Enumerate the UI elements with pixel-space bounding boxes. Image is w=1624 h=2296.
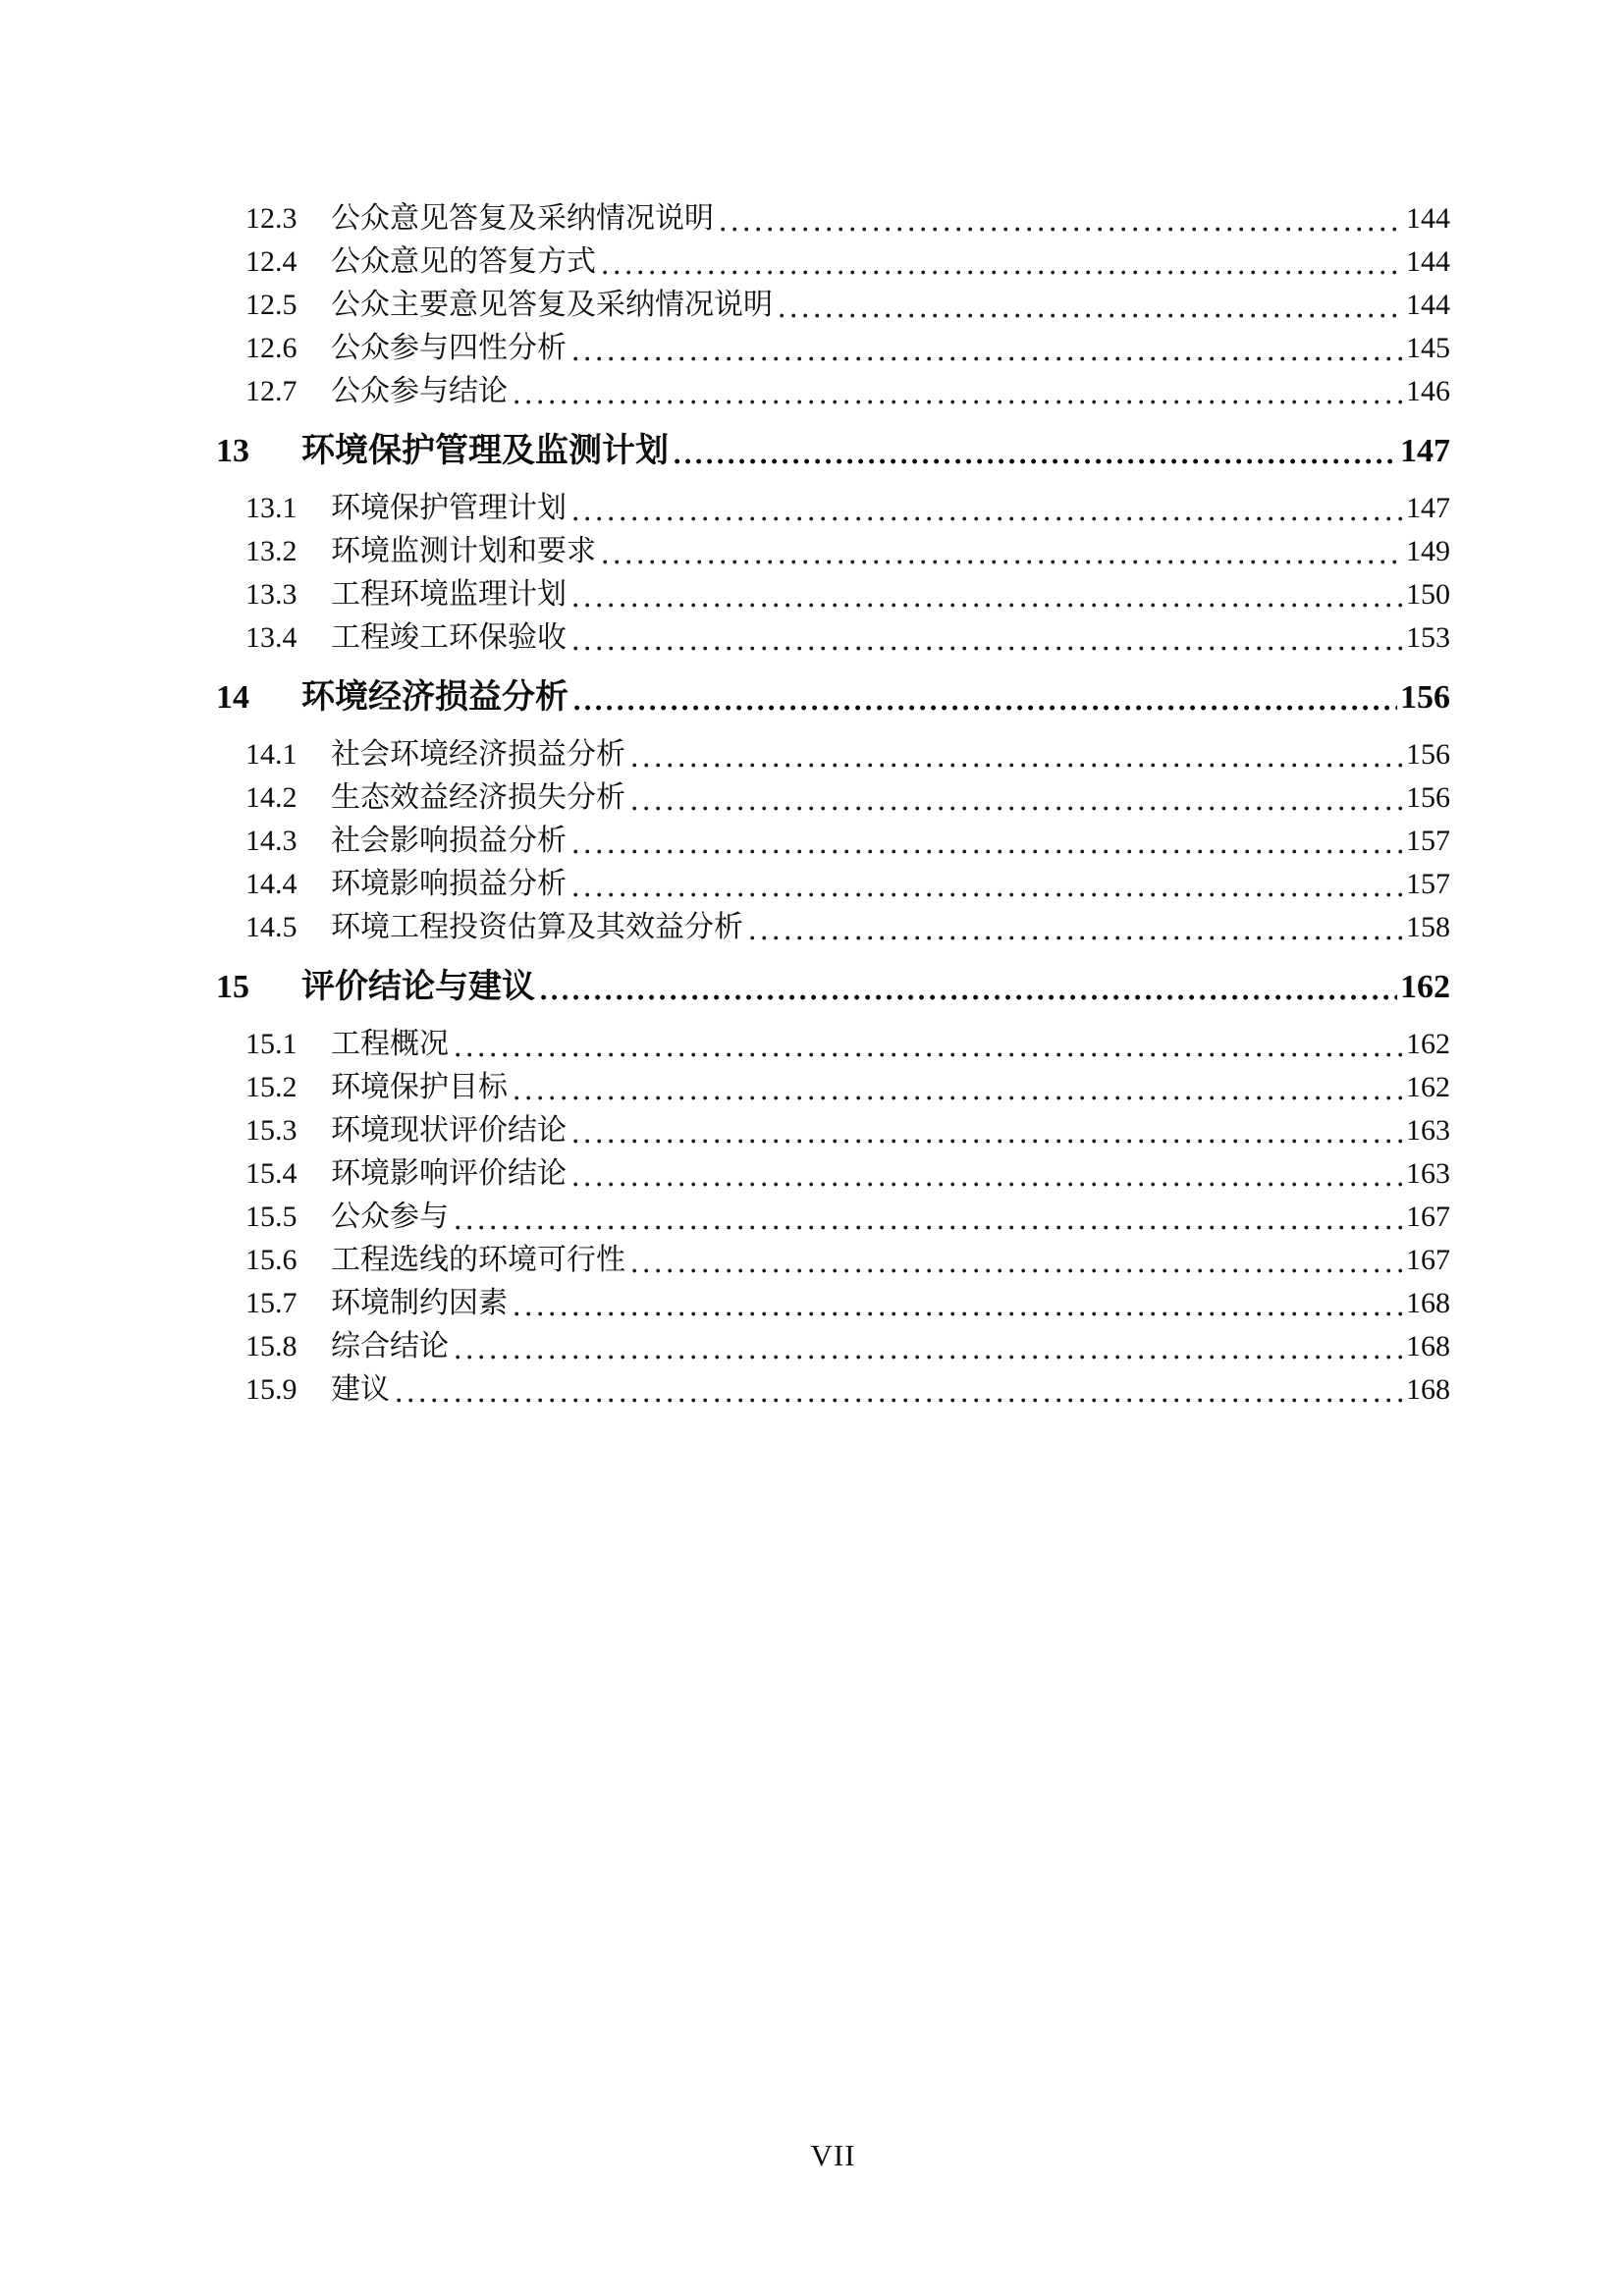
toc-entry-page: 157 [1406,868,1450,900]
toc-entry-page: 158 [1406,911,1450,943]
toc-leader-dots [567,863,1406,906]
toc-entry-number: 15.7 [245,1287,298,1319]
toc-entry-title: 社会环境经济损益分析 [331,738,625,771]
toc-entry-page: 163 [1406,1114,1450,1147]
toc-entry-number: 12.5 [245,289,298,321]
toc-entry-title: 环境保护目标 [331,1071,508,1103]
toc-entry-page: 156 [1406,781,1450,814]
toc-entry-title: 公众参与四性分析 [331,332,567,364]
toc-leader-dots [508,1066,1406,1109]
toc-entry-page: 168 [1406,1330,1450,1362]
toc-entry-number: 15.5 [245,1201,298,1233]
toc-entry-title: 环境工程投资估算及其效益分析 [331,911,743,943]
toc-entry-page: 157 [1406,825,1450,857]
toc-entry-number: 14 [216,679,249,716]
toc-chapter-row [216,430,1450,473]
toc-entry-title: 环境监测计划和要求 [331,535,596,567]
toc-entry-title: 工程环境监理计划 [331,578,567,611]
toc-entry-page: 162 [1400,969,1450,1005]
toc-entry-row [245,284,1450,327]
toc-entry-title: 建议 [331,1373,390,1406]
toc-entry-number: 14.5 [245,911,298,943]
toc-leader-dots [625,733,1406,776]
toc-entry-title: 环境制约因素 [331,1287,508,1319]
toc-entry-title: 工程选线的环境可行性 [331,1244,625,1276]
toc-entry-number: 15.3 [245,1114,298,1147]
toc-leader-dots [508,1282,1406,1325]
toc-entry-page: 147 [1400,433,1450,469]
toc-entry-title: 环境影响损益分析 [331,868,567,900]
page-number-footer: VII [810,2138,856,2172]
toc-leader-dots [625,1239,1406,1282]
toc-entry-title: 环境保护管理及监测计划 [301,433,669,469]
toc-entry-page: 145 [1406,332,1450,364]
toc-entry-number: 12.3 [245,202,298,235]
toc-entry-number: 15.2 [245,1071,298,1103]
toc-entry-title: 环境现状评价结论 [331,1114,567,1147]
toc-entry-page: 144 [1406,289,1450,321]
toc-entry-page: 147 [1406,492,1450,524]
toc-entry-title: 公众意见的答复方式 [331,245,596,278]
toc-entry-page: 144 [1406,202,1450,235]
toc-entry-row [245,573,1450,616]
toc-entry-number: 12.7 [245,375,298,407]
toc-leader-dots [449,1023,1406,1066]
toc-entry-row [245,733,1450,776]
toc-entry-title: 综合结论 [331,1330,449,1362]
toc-leader-dots [567,327,1406,370]
toc-leader-dots [508,370,1406,413]
toc-leader-dots [773,284,1406,327]
toc-entry-page: 162 [1406,1028,1450,1060]
toc-entry-title: 环境经济损益分析 [301,679,568,716]
toc-entry-number: 12.6 [245,332,298,364]
toc-entry-number: 14.3 [245,825,298,857]
toc-entry-row [245,1368,1450,1412]
toc-leader-dots [743,906,1406,949]
toc-leader-dots [596,530,1406,573]
toc-chapter-row [216,676,1450,720]
toc-entry-row [245,487,1450,530]
toc-entry-row [245,820,1450,863]
toc-list [216,0,1450,1412]
toc-entry-row [245,1066,1450,1109]
toc-entry-number: 15.1 [245,1028,298,1060]
toc-entry-title: 公众意见答复及采纳情况说明 [331,202,714,235]
toc-entry-number: 12.4 [245,245,298,278]
toc-entry-row [245,1282,1450,1325]
toc-leader-dots [535,966,1400,1009]
toc-entry-title: 生态效益经济损失分析 [331,781,625,814]
toc-entry-row [245,327,1450,370]
toc-entry-number: 15 [216,969,249,1005]
toc-entry-page: 168 [1406,1373,1450,1406]
toc-entry-page: 167 [1406,1201,1450,1233]
toc-entry-number: 14.4 [245,868,298,900]
toc-leader-dots [567,820,1406,863]
toc-entry-page: 149 [1406,535,1450,567]
toc-leader-dots [567,616,1406,660]
toc-entry-row [245,906,1450,949]
toc-entry-row [245,616,1450,660]
toc-entry-number: 14.1 [245,738,298,771]
toc-leader-dots [669,430,1400,473]
toc-entry-title: 公众主要意见答复及采纳情况说明 [331,289,773,321]
toc-leader-dots [567,1109,1406,1152]
toc-entry-row [245,197,1450,240]
toc-entry-number: 13.4 [245,621,298,654]
toc-entry-number: 13.3 [245,578,298,611]
toc-leader-dots [596,240,1406,284]
toc-entry-title: 工程竣工环保验收 [331,621,567,654]
toc-entry-number: 15.4 [245,1157,298,1190]
toc-entry-page: 156 [1400,679,1450,716]
toc-entry-row [245,776,1450,820]
toc-leader-dots [568,676,1400,720]
toc-entry-page: 162 [1406,1071,1450,1103]
toc-leader-dots [625,776,1406,820]
toc-entry-row [245,240,1450,284]
toc-entry-page: 150 [1406,578,1450,611]
toc-entry-row [245,1109,1450,1152]
toc-entry-page: 146 [1406,375,1450,407]
toc-entry-row [245,370,1450,413]
toc-entry-number: 13 [216,433,249,469]
toc-entry-row [245,1196,1450,1239]
toc-entry-title: 公众参与结论 [331,375,508,407]
toc-entry-number: 13.2 [245,535,298,567]
toc-entry-number: 15.9 [245,1373,298,1406]
toc-entry-number: 13.1 [245,492,298,524]
toc-leader-dots [449,1325,1406,1368]
toc-entry-title: 工程概况 [331,1028,449,1060]
toc-entry-page: 163 [1406,1157,1450,1190]
toc-entry-row [245,863,1450,906]
toc-entry-number: 15.6 [245,1244,298,1276]
toc-entry-page: 144 [1406,245,1450,278]
toc-entry-page: 156 [1406,738,1450,771]
toc-entry-title: 环境影响评价结论 [331,1157,567,1190]
toc-leader-dots [567,1152,1406,1196]
toc-leader-dots [449,1196,1406,1239]
toc-leader-dots [714,197,1406,240]
toc-entry-title: 评价结论与建议 [301,969,535,1005]
toc-chapter-row [216,966,1450,1009]
toc-entry-row [245,1023,1450,1066]
toc-entry-row [245,1239,1450,1282]
toc-entry-title: 社会影响损益分析 [331,825,567,857]
toc-leader-dots [567,573,1406,616]
toc-entry-number: 15.8 [245,1330,298,1362]
toc-entry-number: 14.2 [245,781,298,814]
toc-leader-dots [567,487,1406,530]
toc-entry-page: 168 [1406,1287,1450,1319]
toc-entry-row [245,530,1450,573]
toc-entry-title: 公众参与 [331,1201,449,1233]
toc-entry-row [245,1152,1450,1196]
toc-entry-page: 153 [1406,621,1450,654]
toc-leader-dots [390,1368,1406,1412]
toc-entry-row [245,1325,1450,1368]
toc-entry-title: 环境保护管理计划 [331,492,567,524]
toc-entry-page: 167 [1406,1244,1450,1276]
